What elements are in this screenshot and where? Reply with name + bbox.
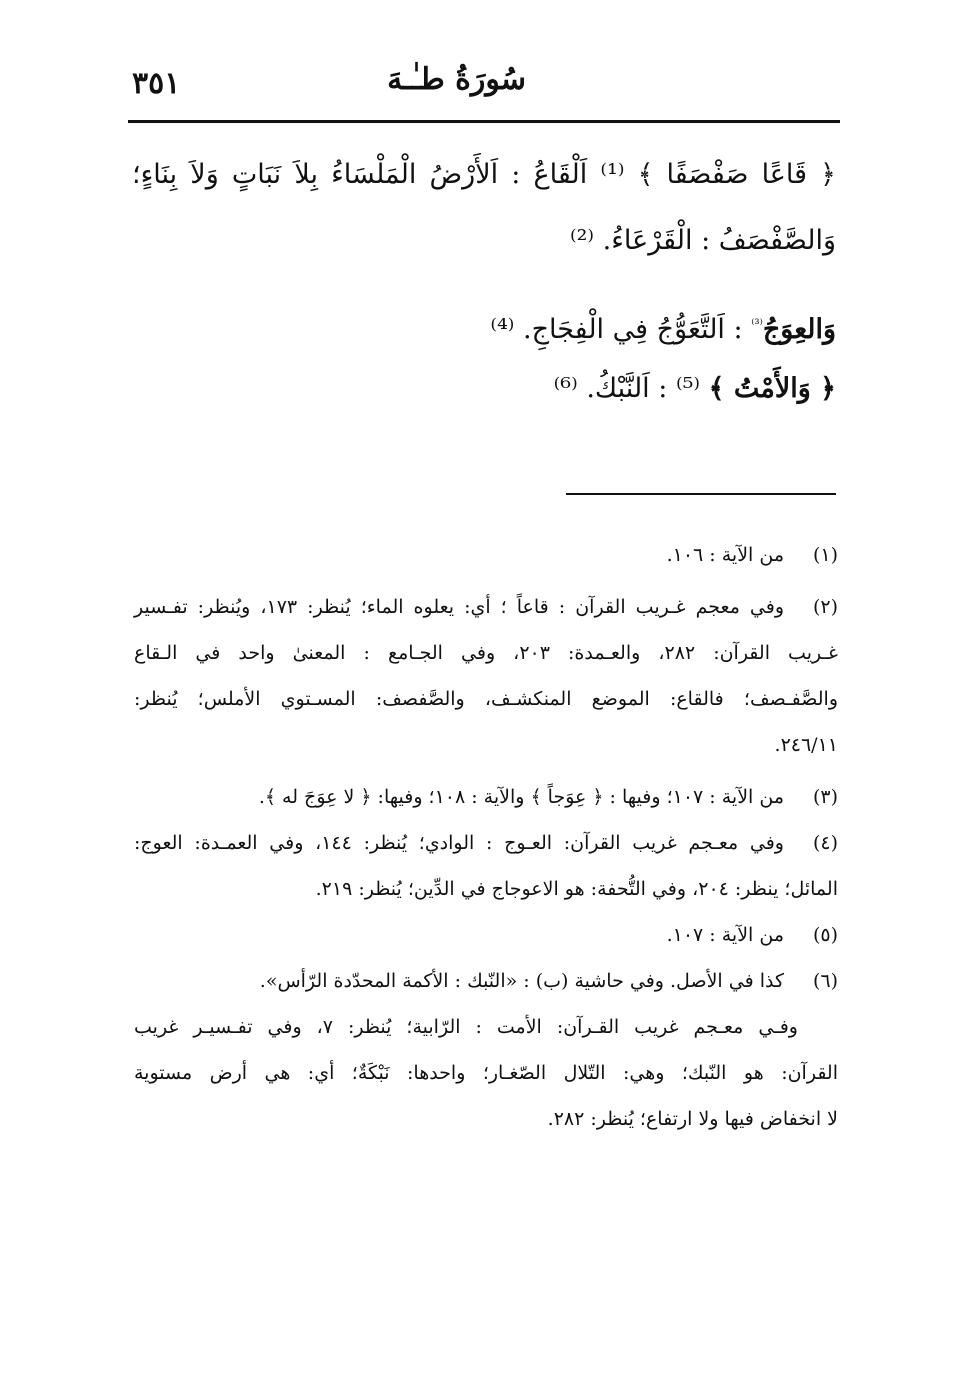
- footnote-number: (٥): [812, 924, 838, 946]
- footnote-line: لا انخفاض فيها ولا ارتفاع؛ يُنظر: ٢٨٢.: [547, 1108, 838, 1130]
- page-number: ٣٥١: [132, 66, 181, 101]
- footnote-text: من الآية : ١٠٧؛ وفيها : ﴿ عِوَجاً ﴾ والآية : ١٠٨؛ وفيها: ﴿ لا عِوَجَ له ﴾.: [258, 786, 784, 808]
- footnote-line: وفـي معـجم غريب القـرآن: الأمت : الرّابية؛ يُنظر: ٧، وفي تفـسيـر غريب: [134, 1016, 798, 1038]
- footnote-2-cont: [134, 630, 838, 768]
- surah-title: سُورَةُ طـٰـهَ: [387, 62, 526, 97]
- footnote-line: ٢٤٦/١١.: [774, 734, 838, 756]
- page-header: [132, 62, 836, 114]
- footnote-number: (١): [812, 544, 838, 566]
- main-text: [132, 142, 836, 415]
- footnote-2: [134, 584, 838, 630]
- main-line-4: [132, 363, 836, 415]
- main-line-4-rest: ⁽⁵⁾ : اَلنَّبْكُ. ⁽⁶⁾: [553, 373, 701, 404]
- main-line-3: [132, 292, 836, 363]
- footnote-line: القرآن: هو النّبك؛ وهي: التّلال الصّغـار؛ واحدها: نَبْكَةٌ؛ أي: هي أرض مستوية: [134, 1062, 838, 1084]
- main-line-1: ﴿ قَاعًا صَفْصَفًا ﴾ ⁽¹⁾ اَلْقَاعُ : اَلأَرْضُ الْمَلْسَاءُ بِلاَ نَبَاتٍ وَلاَ بِنَاءٍ؛: [132, 159, 836, 190]
- footnotes: [134, 532, 838, 1142]
- footnote-line: وفي معجم غـريب القرآن : قاعاً ؛ أي: يعلوه الماء؛ يُنظر: ١٧٣، ويُنظر: تفـسير: [134, 596, 785, 618]
- header-rule: [128, 120, 840, 123]
- footnote-4: [134, 820, 838, 866]
- footnote-number: (٦): [812, 970, 838, 992]
- footnote-number: (٢): [812, 596, 838, 618]
- footnote-text: من الآية : ١٠٦.: [666, 544, 784, 566]
- footnote-text: من الآية : ١٠٧.: [666, 924, 784, 946]
- quran-wal-amt: ﴿ وَالأَمْتُ ﴾: [708, 373, 836, 404]
- footnote-1: [134, 532, 838, 578]
- footnote-line: والصَّفـصف؛ فالقاع: الموضع المنكشـف، والصَّفصف: المسـتوي الأملس؛ يُنظر:: [134, 688, 838, 710]
- footnote-separator: [566, 493, 836, 495]
- footnote-line: غـريب القرآن: ٢٨٢، والعـمدة: ٢٠٣، وفي الجـامع : المعنىٰ واحد في الـقاع: [134, 642, 838, 664]
- footnote-3: [134, 774, 838, 820]
- main-line-3-rest: : اَلتَّعَوُّجُ فِي الْفِجَاجِ. ⁽⁴⁾: [490, 314, 743, 345]
- footnote-6: [134, 958, 838, 1004]
- footnote-text: كذا في الأصل. وفي حاشية (ب) : «النّبك : الأكمة المحدّدة الرّأس».: [259, 970, 784, 992]
- main-line-2: وَالصَّفْصَفُ : الْقَرْعَاءُ. ⁽²⁾: [569, 225, 836, 256]
- word-iwaj: وَالعِوَجُ: [762, 314, 836, 345]
- footnote-line: المائل؛ ينظر: ٢٠٤، وفي التُّحفة: هو الاعوجاج في الدِّين؛ يُنظر: ٢١٩.: [315, 878, 838, 900]
- footnote-5: [134, 912, 838, 958]
- footnote-4-cont: [134, 866, 838, 912]
- footnote-number: (٣): [812, 786, 838, 808]
- footnote-6-paragraph: [134, 1004, 838, 1142]
- footnote-line: وفي معـجم غريب القرآن: العـوج : الوادي؛ يُنظر: ١٤٤، وفي العمـدة: العوج:: [134, 832, 784, 854]
- footnote-ref-3: ⁽³⁾: [751, 317, 763, 332]
- footnote-number: (٤): [812, 832, 838, 854]
